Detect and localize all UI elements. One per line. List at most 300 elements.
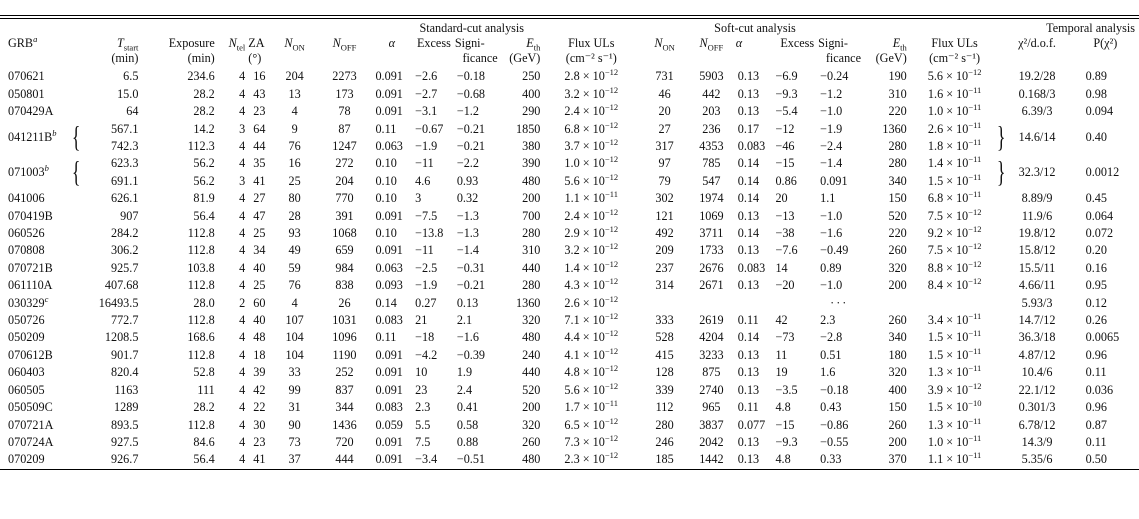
std-noff: 770 — [335, 191, 354, 206]
table-row — [0, 86, 1139, 103]
soft-excess: 4.8 — [773, 451, 814, 469]
std-flux-ul: $2.4 \times 10^{-12}$ — [564, 102, 619, 119]
chi2-dof: 5.93/3 — [1021, 295, 1053, 310]
soft-non: 333 — [655, 313, 674, 328]
soft-non: 121 — [655, 208, 674, 223]
soft-significance: 0.33 — [814, 451, 863, 469]
std-significance: 0.41 — [456, 400, 479, 415]
soft-noff: 442 — [702, 86, 721, 101]
std-noff: 87 — [338, 121, 351, 136]
std-excess: −2.5 — [415, 260, 438, 275]
soft-noff: 4353 — [699, 139, 724, 154]
exposure: 28.2 — [193, 86, 215, 101]
std-flux-ul: $3.2 \times 10^{-12}$ — [564, 241, 619, 258]
soft-flux-ul: $9.2 \times 10^{-12}$ — [927, 223, 982, 241]
chi2-dof: 10.4/6 — [1021, 365, 1053, 380]
std-alpha: 0.091 — [375, 365, 403, 380]
soft-flux-ul: $3.9 \times 10^{-12}$ — [927, 380, 982, 397]
std-significance: 0.32 — [456, 191, 479, 206]
column-header-row-1 — [0, 36, 1139, 51]
soft-significance: −0.49 — [820, 243, 849, 258]
std-noff: 659 — [335, 243, 354, 258]
col-excess-soft: Excess — [780, 36, 815, 51]
soft-eth: 260 — [888, 313, 907, 328]
std-alpha: 0.11 — [375, 330, 397, 345]
soft-eth: 220 — [888, 226, 907, 241]
soft-alpha — [736, 295, 774, 312]
soft-alpha: 0.13 — [737, 104, 760, 119]
soft-flux-ul: $2.6 \times 10^{-11}$ — [927, 119, 982, 136]
col-significance-soft: Signi- — [818, 36, 848, 51]
std-eth: 1360 — [516, 295, 541, 310]
std-significance: 2.1 — [456, 313, 473, 328]
std-noff: 204 — [335, 173, 354, 188]
std-excess: 2.3 — [415, 400, 431, 415]
za: 40 — [253, 260, 266, 275]
col-alpha-soft: α — [735, 36, 743, 51]
tstart: 64 — [126, 104, 139, 119]
p-chi2: 0.26 — [1085, 313, 1107, 328]
std-flux-ul: $1.7 \times 10^{-11}$ — [564, 398, 618, 415]
soft-alpha: 0.083 — [737, 139, 766, 154]
soft-non: 302 — [655, 191, 674, 206]
std-eth: 250 — [522, 69, 541, 84]
left-brace-icon: { — [71, 155, 81, 189]
grb-name: 050801 — [8, 86, 45, 101]
ntel: 4 — [239, 260, 246, 275]
std-excess: −18 — [415, 330, 435, 345]
soft-flux-ul: $7.5 \times 10^{-12}$ — [927, 206, 982, 223]
ntel: 4 — [239, 156, 246, 171]
soft-alpha: 0.13 — [736, 451, 774, 469]
std-significance: −0.51 — [451, 451, 500, 469]
soft-significance: −0.55 — [820, 434, 849, 449]
std-alpha: 0.10 — [375, 173, 397, 188]
std-flux-ul: $3.2 \times 10^{-12}$ — [564, 84, 619, 101]
ntel: 3 — [239, 121, 246, 136]
std-flux-ul: $3.7 \times 10^{-12}$ — [564, 136, 619, 154]
soft-significance: 0.51 — [820, 347, 842, 362]
soft-flux-ul: $1.3 \times 10^{-11}$ — [927, 363, 982, 380]
soft-excess: −46 — [775, 139, 795, 154]
ntel: 4 — [239, 313, 246, 328]
std-excess: −7.5 — [415, 208, 438, 223]
p-chi2: 0.0065 — [1085, 330, 1120, 345]
std-significance: 2.4 — [456, 382, 473, 397]
soft-excess: −5.4 — [775, 104, 798, 119]
std-significance: −0.31 — [456, 260, 486, 275]
col-flux-soft-unit: (cm⁻² s⁻¹) — [929, 51, 981, 66]
std-non: 33 — [288, 365, 301, 380]
table-row — [0, 277, 1139, 294]
chi2-dof: 6.78/12 — [1018, 417, 1056, 432]
za: 43 — [253, 86, 266, 101]
soft-significance: −1.4 — [820, 156, 843, 171]
tstart: 284.2 — [110, 226, 139, 241]
p-chi2: 0.11 — [1085, 434, 1107, 449]
soft-non: 209 — [655, 243, 674, 258]
ntel: 4 — [239, 434, 246, 449]
tstart: 623.3 — [110, 156, 139, 171]
p-chi2: 0.87 — [1085, 417, 1107, 432]
soft-eth: 1360 — [882, 121, 907, 136]
exposure: 56.4 — [193, 208, 215, 223]
std-eth: 310 — [522, 243, 541, 258]
col-non-soft: $N_{ON}$ — [654, 36, 675, 53]
std-eth: 1850 — [516, 121, 541, 136]
std-alpha: 0.14 — [375, 295, 397, 310]
tstart: 893.5 — [110, 417, 139, 432]
tstart: 742.3 — [110, 139, 139, 154]
soft-significance: 2.3 — [820, 313, 836, 328]
std-eth: 380 — [522, 139, 541, 154]
std-flux-ul: $7.3 \times 10^{-12}$ — [564, 432, 619, 449]
tstart: 306.2 — [110, 243, 139, 258]
std-non: 104 — [285, 347, 304, 362]
soft-excess: 0.86 — [775, 173, 797, 188]
soft-non: 246 — [655, 434, 674, 449]
std-excess: 3 — [415, 191, 422, 206]
std-alpha: 0.091 — [375, 208, 403, 223]
soft-excess: −12 — [775, 121, 795, 136]
p-chi2: 0.50 — [1072, 451, 1139, 469]
std-noff: 1190 — [332, 347, 357, 362]
soft-significance: −1.0 — [820, 104, 843, 119]
soft-noff: 3711 — [699, 226, 724, 241]
soft-non: 339 — [655, 382, 674, 397]
std-alpha: 0.083 — [375, 400, 403, 415]
table-row — [0, 190, 1139, 207]
soft-noff: 3233 — [699, 347, 724, 362]
soft-eth: 220 — [888, 104, 907, 119]
soft-non: 46 — [658, 86, 671, 101]
col-za: ZA — [248, 36, 265, 51]
soft-excess: 19 — [775, 365, 788, 380]
tstart: 6.5 — [123, 69, 139, 84]
soft-eth: 150 — [888, 191, 907, 206]
grb-results-table — [0, 19, 1139, 470]
std-flux-ul: $2.8 \times 10^{-12}$ — [564, 67, 619, 84]
tstart: 926.7 — [81, 451, 138, 469]
za: 25 — [253, 226, 266, 241]
soft-excess: 4.8 — [775, 400, 791, 415]
grb-name: 070429A — [8, 104, 54, 119]
soft-flux-ul: $1.5 \times 10^{-10}$ — [927, 398, 982, 415]
std-noff: 1068 — [332, 226, 357, 241]
std-flux-ul: $4.8 \times 10^{-12}$ — [564, 363, 619, 380]
std-non: 4 — [291, 104, 298, 119]
std-alpha: 0.10 — [375, 226, 397, 241]
chi2-dof: 4.87/12 — [1018, 347, 1056, 362]
soft-noff: 203 — [702, 104, 721, 119]
col-ntel: $N_{tel}$ — [228, 36, 246, 53]
std-noff: 837 — [335, 382, 354, 397]
exposure: 112.8 — [187, 417, 215, 432]
soft-alpha: 0.13 — [737, 347, 760, 362]
soft-eth: 200 — [888, 434, 907, 449]
exposure: 112.8 — [187, 347, 215, 362]
exposure: 28.2 — [193, 104, 215, 119]
std-flux-ul: $6.8 \times 10^{-12}$ — [564, 119, 619, 136]
soft-noff: 965 — [702, 400, 721, 415]
ntel: 4 — [239, 226, 246, 241]
soft-excess: −6.9 — [775, 69, 798, 84]
soft-non: 492 — [655, 226, 674, 241]
soft-non: 528 — [655, 330, 674, 345]
ntel: 4 — [239, 365, 246, 380]
soft-flux-ul: $1.3 \times 10^{-11}$ — [927, 415, 982, 432]
table-row — [0, 173, 1139, 190]
za: 40 — [253, 313, 266, 328]
soft-noff: 2671 — [699, 278, 724, 293]
col-significance: Signi- — [454, 36, 485, 51]
std-eth: 390 — [522, 156, 541, 171]
std-eth: 320 — [522, 417, 541, 432]
soft-alpha: 0.11 — [737, 400, 759, 415]
soft-noff: 3837 — [699, 417, 724, 432]
std-non: 37 — [272, 451, 318, 469]
std-alpha: 0.10 — [375, 156, 397, 171]
ntel: 4 — [239, 278, 246, 293]
std-excess: 0.27 — [415, 295, 437, 310]
std-excess: −2.6 — [415, 69, 438, 84]
soft-excess: 20 — [775, 191, 788, 206]
chi2-dof: 15.8/12 — [1018, 243, 1056, 258]
tstart: 691.1 — [110, 173, 139, 188]
p-chi2: 0.20 — [1085, 243, 1107, 258]
ntel: 3 — [239, 173, 246, 188]
soft-non: 185 — [642, 451, 687, 469]
std-flux-ul: $1.1 \times 10^{-11}$ — [564, 189, 618, 206]
std-flux-ul: $2.3 \times 10^{-12}$ — [540, 451, 642, 469]
std-significance: −1.3 — [456, 226, 479, 241]
std-excess: −11 — [415, 243, 434, 258]
std-eth: 520 — [522, 382, 541, 397]
exposure: 84.6 — [193, 434, 215, 449]
std-noff: 26 — [338, 295, 351, 310]
std-excess: −3.4 — [412, 451, 451, 469]
soft-eth: 320 — [888, 365, 907, 380]
grb-results-table-container — [0, 15, 1139, 470]
group-header-row — [0, 19, 1139, 36]
std-excess: 21 — [415, 313, 428, 328]
p-chi2: 0.96 — [1085, 400, 1107, 415]
soft-noff: 236 — [702, 121, 721, 136]
grb-name: 060403 — [8, 365, 45, 380]
za: 44 — [253, 139, 266, 154]
chi2-dof: 36.3/18 — [1018, 330, 1056, 345]
col-noff: $N_{OFF}$ — [332, 36, 357, 53]
soft-flux-ul: $1.1 \times 10^{-11}$ — [907, 451, 1003, 469]
soft-alpha: 0.077 — [737, 417, 766, 432]
col-significance-soft-cont: ficance — [825, 51, 861, 66]
soft-eth: 310 — [888, 86, 907, 101]
grb-name: 060505 — [8, 382, 45, 397]
za: 27 — [253, 191, 266, 206]
std-alpha: 0.091 — [375, 104, 403, 119]
col-exposure: Exposure — [168, 36, 215, 51]
p-chi2: 0.16 — [1085, 260, 1107, 275]
std-non: 28 — [288, 208, 301, 223]
za: 16 — [253, 69, 266, 84]
soft-excess: −13 — [775, 208, 795, 223]
exposure: 112.8 — [187, 313, 215, 328]
std-eth: 480 — [500, 451, 541, 469]
tstart: 820.4 — [110, 365, 139, 380]
table-row — [0, 295, 1139, 312]
soft-noff: 4204 — [699, 330, 724, 345]
soft-excess: −15 — [775, 417, 795, 432]
p-chi2: 0.0012 — [1085, 165, 1120, 180]
std-eth: 400 — [522, 86, 541, 101]
std-excess: −1.9 — [415, 278, 438, 293]
std-non: 204 — [285, 69, 304, 84]
za: 41 — [245, 451, 271, 469]
std-noff: 1096 — [332, 330, 357, 345]
tstart: 407.68 — [104, 278, 139, 293]
za: 25 — [253, 278, 266, 293]
std-eth: 240 — [522, 347, 541, 362]
grb-name: 061110A — [8, 278, 53, 293]
std-alpha: 0.091 — [375, 243, 403, 258]
soft-excess: −3.5 — [775, 382, 798, 397]
std-alpha: 0.059 — [375, 417, 403, 432]
ntel: 4 — [239, 243, 246, 258]
group-header-standard: Standard-cut analysis — [419, 21, 525, 36]
table-row — [0, 225, 1139, 242]
std-excess: 10 — [415, 365, 428, 380]
std-non: 9 — [291, 121, 298, 136]
grb-name: 050726 — [8, 313, 45, 328]
left-brace-icon: { — [71, 120, 81, 154]
p-chi2: 0.12 — [1085, 295, 1107, 310]
p-chi2: 0.95 — [1085, 278, 1107, 293]
std-non: 59 — [288, 260, 301, 275]
table-row — [0, 66, 1139, 85]
col-eth-soft: $E_{th}$ — [892, 36, 907, 53]
za: 34 — [253, 243, 266, 258]
std-significance: −1.6 — [456, 330, 479, 345]
soft-flux-ul: $7.5 \times 10^{-12}$ — [927, 241, 982, 258]
std-noff: 838 — [335, 278, 354, 293]
table-row — [0, 242, 1139, 259]
soft-excess: 11 — [775, 347, 788, 362]
std-noff: 173 — [335, 86, 354, 101]
grb-name: 060526 — [8, 226, 45, 241]
table-row — [0, 121, 1139, 138]
std-flux-ul: $6.5 \times 10^{-12}$ — [564, 415, 619, 432]
soft-noff: 875 — [702, 365, 721, 380]
grb-name: 041006 — [8, 191, 45, 206]
za: 18 — [253, 347, 266, 362]
exposure: 111 — [197, 382, 215, 397]
std-eth: 280 — [522, 226, 541, 241]
std-significance: −0.21 — [456, 121, 486, 136]
std-flux-ul: $4.1 \times 10^{-12}$ — [564, 345, 619, 362]
std-noff: 344 — [335, 400, 354, 415]
table-row — [0, 155, 1139, 172]
table-row — [0, 451, 1139, 469]
soft-significance: −1.2 — [820, 86, 843, 101]
grb-name: 070724A — [8, 434, 54, 449]
ntel: 4 — [239, 382, 246, 397]
exposure: 168.6 — [187, 330, 215, 345]
p-chi2: 0.89 — [1085, 69, 1107, 84]
chi2-dof: } 14.6/14 — [997, 120, 1056, 154]
table-row — [0, 434, 1139, 451]
soft-non: 731 — [655, 69, 674, 84]
exposure: 112.8 — [187, 226, 215, 241]
std-excess: −0.67 — [415, 121, 444, 136]
exposure: 56.2 — [193, 173, 215, 188]
tstart: 927.5 — [110, 434, 139, 449]
col-za-unit: (°) — [248, 51, 262, 66]
soft-alpha: 0.13 — [737, 86, 760, 101]
chi2-dof: 6.39/3 — [1021, 104, 1053, 119]
std-excess: −3.1 — [415, 104, 438, 119]
soft-flux-ul: $6.8 \times 10^{-11}$ — [927, 189, 982, 206]
soft-significance: 1.1 — [820, 191, 836, 206]
tstart: 907 — [120, 208, 139, 223]
table-row — [0, 417, 1139, 434]
exposure: 56.2 — [193, 156, 215, 171]
grb-name: 070621 — [8, 69, 45, 84]
col-grb: GRB$^a$ — [8, 34, 38, 51]
std-flux-ul: $4.3 \times 10^{-12}$ — [564, 276, 619, 293]
soft-noff: 2676 — [699, 260, 724, 275]
std-noff: 391 — [335, 208, 354, 223]
column-header-row-2 — [0, 51, 1139, 66]
std-non: 73 — [288, 434, 301, 449]
soft-non: 128 — [655, 365, 674, 380]
std-significance: 0.13 — [456, 295, 479, 310]
col-eth: $E_{th}$ — [526, 36, 541, 53]
soft-eth: 370 — [863, 451, 907, 469]
std-alpha: 0.093 — [375, 278, 403, 293]
soft-flux-ul: $1.0 \times 10^{-11}$ — [927, 432, 982, 449]
za: 22 — [253, 400, 266, 415]
std-noff: 1436 — [332, 417, 357, 432]
std-significance: −2.2 — [456, 156, 479, 171]
soft-significance: −1.9 — [820, 121, 843, 136]
za: 39 — [253, 365, 266, 380]
soft-non: 280 — [655, 417, 674, 432]
soft-excess: −20 — [775, 278, 795, 293]
ntel: 4 — [239, 86, 246, 101]
exposure: 56.4 — [138, 451, 214, 469]
tstart: 15.0 — [117, 86, 139, 101]
std-alpha: 0.10 — [375, 191, 397, 206]
soft-flux-ul: $1.5 \times 10^{-11}$ — [927, 345, 982, 362]
chi2-dof: 19.8/12 — [1018, 226, 1056, 241]
p-chi2: 0.036 — [1085, 382, 1114, 397]
exposure: 28.2 — [193, 400, 215, 415]
std-noff: 2273 — [332, 69, 357, 84]
table-row — [0, 208, 1139, 225]
std-flux-ul: $2.9 \times 10^{-12}$ — [564, 223, 619, 241]
soft-excess: −38 — [775, 226, 795, 241]
soft-flux-ul: $8.4 \times 10^{-12}$ — [927, 276, 982, 293]
exposure: 52.8 — [193, 365, 215, 380]
std-eth: 700 — [522, 208, 541, 223]
soft-noff: 1974 — [699, 191, 724, 206]
chi2-dof: 5.35/6 — [1002, 451, 1071, 469]
col-eth-soft-unit: (GeV) — [875, 51, 907, 66]
std-flux-ul: $5.6 \times 10^{-12}$ — [564, 171, 619, 188]
grb-name: $041211B^b$ { — [8, 120, 81, 154]
chi2-dof: 22.1/12 — [1018, 382, 1056, 397]
std-alpha: 0.091 — [375, 434, 403, 449]
